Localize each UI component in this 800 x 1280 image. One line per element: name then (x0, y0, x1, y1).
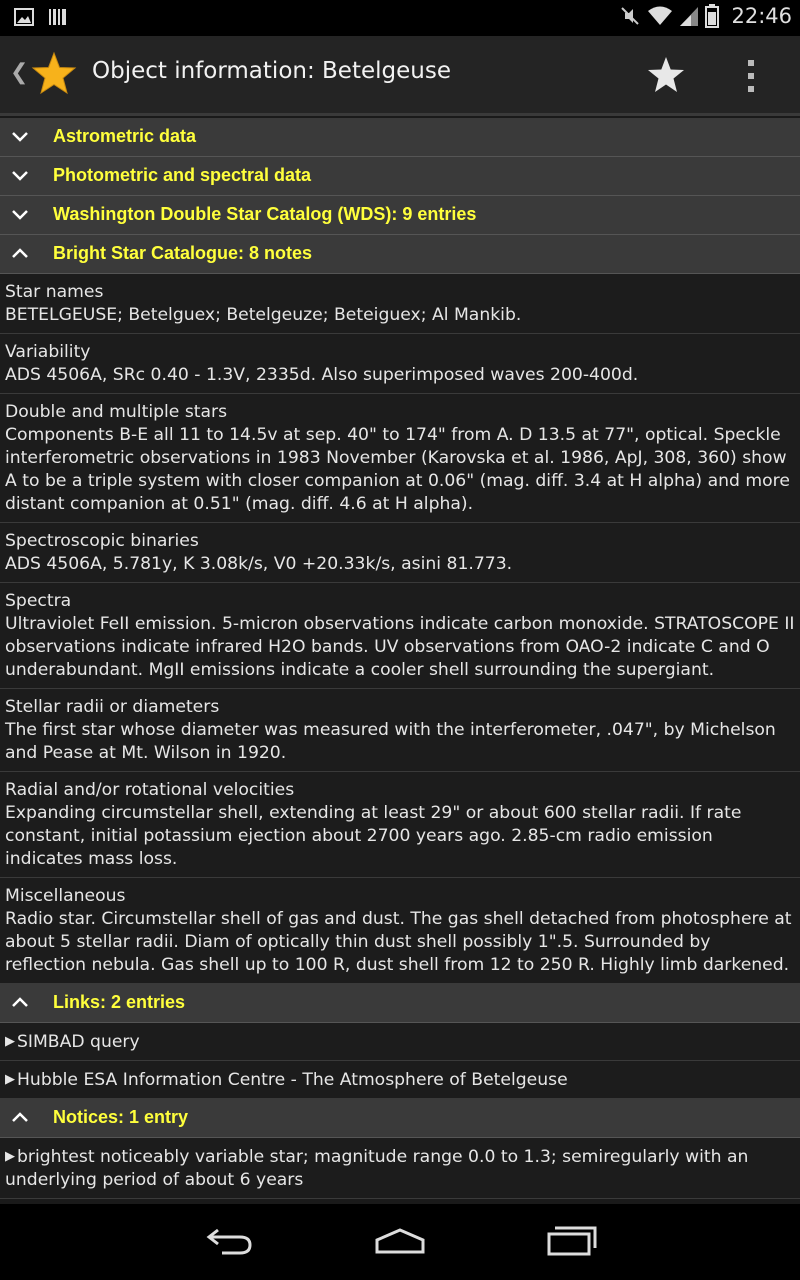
chevron-down-icon (11, 128, 29, 146)
star-logo-icon[interactable] (30, 50, 78, 98)
note-body: ADS 4506A, SRc 0.40 - 1.3V, 2335d. Also superimposed waves 200-400d. (5, 365, 639, 385)
section-label: Bright Star Catalogue: 8 notes (53, 243, 313, 263)
note-spectra (0, 583, 800, 689)
picture-notification-icon (14, 8, 34, 26)
note-body: Radio star. Circumstellar shell of gas and dust. The gas shell detached from photosphere at about 5 stellar radii. Diam of optically thin dust shell possibly 1".5. Surrounded by reflection nebula. Gas shell up to 100 R, dust shell from 12 to 250 R. Highly limb darkened. (5, 909, 792, 975)
note-title: Stellar radii or diameters (5, 697, 220, 717)
note-body: The first star whose diameter was measured with the interferometer, .047", by Michelson and Pease at Mt. Wilson in 1920. (5, 720, 776, 763)
clock: 22:46 (731, 4, 792, 28)
note-title: Miscellaneous (5, 886, 126, 906)
note-body: ADS 4506A, 5.781y, K 3.08k/s, V0 +20.33k/s, asini 81.773. (5, 554, 513, 574)
note-title: Radial and/or rotational velocities (5, 780, 295, 800)
signal-icon (679, 5, 699, 27)
object-info-content[interactable] (0, 118, 800, 1204)
section-label: Astrometric data (53, 126, 197, 146)
nav-recents-icon[interactable] (546, 1222, 598, 1258)
navigation-bar (0, 1204, 800, 1280)
notice-item[interactable] (0, 1138, 800, 1199)
mute-icon (619, 5, 641, 27)
triangle-right-icon: ▶ (5, 1034, 15, 1049)
overflow-menu-icon[interactable] (740, 56, 762, 96)
section-photometric[interactable] (0, 157, 800, 196)
section-astrometric[interactable] (0, 118, 800, 157)
battery-icon (705, 4, 719, 28)
favorite-star-icon[interactable] (645, 54, 687, 96)
link-simbad[interactable] (0, 1023, 800, 1061)
section-label: Photometric and spectral data (53, 165, 312, 185)
section-wds[interactable] (0, 196, 800, 235)
note-title: Spectroscopic binaries (5, 531, 199, 551)
nav-back-icon[interactable] (204, 1222, 254, 1258)
action-bar (0, 36, 800, 116)
note-title: Spectra (5, 591, 72, 611)
section-notices[interactable] (0, 1099, 800, 1138)
note-body: Expanding circumstellar shell, extending at least 29" or about 600 stellar radii. If rate constant, initial potassium ejection about 2700 years ago. 2.85-cm radio emission indicates mass loss. (5, 803, 742, 869)
notice-label: brightest noticeably variable star; magnitude range 0.0 to 1.3; semiregularly with an underlying period of about 6 years (5, 1147, 749, 1190)
section-label: Notices: 1 entry (53, 1107, 189, 1127)
section-label: Links: 2 entries (53, 992, 186, 1012)
note-body: Components B-E all 11 to 14.5v at sep. 40" to 174" from A. D 13.5 at 77", optical. Speckle interferometric observations in 1983 November (Karovska et al. 1986, ApJ, 308, 360) show A to be a triple system with closer companion at 0.06" (mag. diff. 3.4 at H alpha) and more distant companion at 0.51" (mag. diff. 4.6 at H alpha). (5, 425, 790, 514)
note-title: Star names (5, 282, 104, 302)
note-body: BETELGEUSE; Betelguex; Betelgeuze; Beteiguex; Al Mankib. (5, 305, 522, 325)
note-spectroscopic-binaries (0, 523, 800, 583)
note-star-names (0, 274, 800, 334)
link-label: SIMBAD query (17, 1032, 140, 1052)
note-stellar-radii (0, 689, 800, 772)
triangle-right-icon: ▶ (5, 1072, 15, 1087)
link-hubble-esa[interactable] (0, 1061, 800, 1099)
note-title: Double and multiple stars (5, 402, 228, 422)
note-body: Ultraviolet FeII emission. 5-micron observations indicate carbon monoxide. STRATOSCOPE II observations indicate infrared H2O bands. UV observations from OAO-2 indicate C and O underabundant. MgII emissions indicate a cooler shell surrounding the supergiant. (5, 614, 795, 680)
section-label: Washington Double Star Catalog (WDS): 9 entries (53, 204, 477, 224)
wifi-icon (647, 5, 673, 27)
triangle-right-icon: ▶ (5, 1149, 15, 1164)
back-chevron-icon[interactable]: ❮ (10, 60, 29, 85)
chevron-up-icon (11, 994, 29, 1012)
chevron-up-icon (11, 245, 29, 263)
status-bar (0, 0, 800, 36)
chevron-down-icon (11, 167, 29, 185)
nav-home-icon[interactable] (374, 1222, 426, 1258)
chevron-up-icon (11, 1109, 29, 1127)
link-label: Hubble ESA Information Centre - The Atmosphere of Betelgeuse (17, 1070, 568, 1090)
note-variability (0, 334, 800, 394)
note-radial-velocities (0, 772, 800, 878)
barcode-notification-icon (48, 8, 68, 26)
section-links[interactable] (0, 984, 800, 1023)
section-bsc[interactable] (0, 235, 800, 274)
note-title: Variability (5, 342, 91, 362)
note-miscellaneous (0, 878, 800, 984)
chevron-down-icon (11, 206, 29, 224)
page-title: Object information: Betelgeuse (92, 58, 451, 84)
note-double-stars (0, 394, 800, 523)
